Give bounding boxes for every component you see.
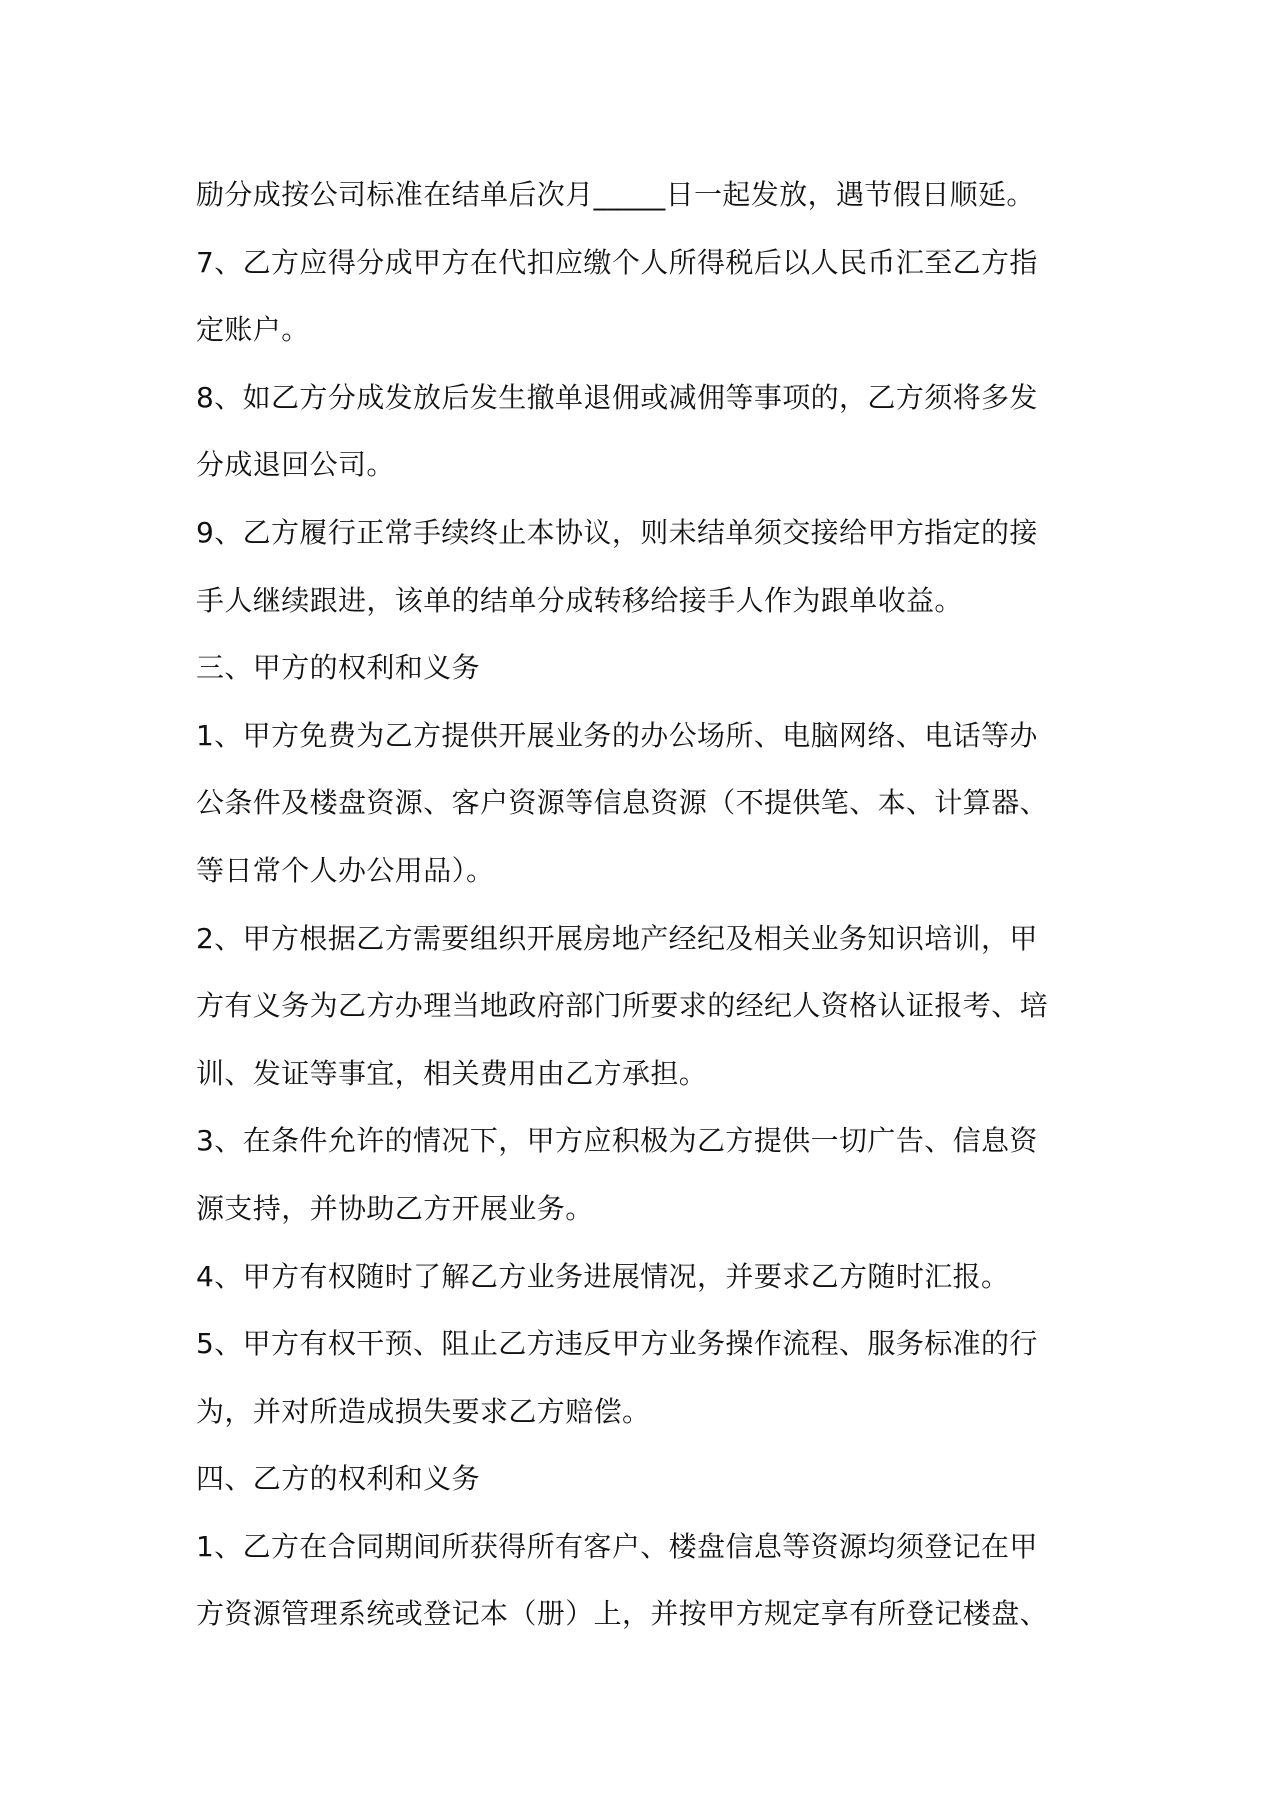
text-line: 手人继续跟进，该单的结单分成转移给接手人作为跟单收益。 [196,583,963,617]
text-line: 3、在条件允许的情况下，甲方应积极为乙方提供一切广告、信息资 [196,1124,1038,1158]
document-body [196,161,1096,1648]
text-line: 8、如乙方分成发放后发生撤单退佣或减佣等事项的，乙方须将多发 [196,380,1038,414]
text-line: 分成退回公司。 [196,448,395,482]
text-line: 5、甲方有权干预、阻止乙方违反甲方业务操作流程、服务标准的行 [196,1327,1038,1361]
text-line: 1、甲方免费为乙方提供开展业务的办公场所、电脑网络、电话等办 [196,718,1038,752]
text-line: 训、发证等事宜，相关费用由乙方承担。 [196,1056,708,1090]
text-line: 7、乙方应得分成甲方在代扣应缴个人所得税后以人民币汇至乙方指 [196,245,1038,279]
text-line: 源支持，并协助乙方开展业务。 [196,1191,594,1225]
text-line: 定账户。 [196,313,310,347]
text-line: 公条件及楼盘资源、客户资源等信息资源（不提供笔、本、计算器、 [196,786,1049,820]
section-heading: 三、甲方的权利和义务 [196,651,481,685]
section-heading: 四、乙方的权利和义务 [196,1462,481,1496]
text-line: 9、乙方履行正常手续终止本协议，则未结单须交接给甲方指定的接 [196,515,1038,549]
text-line: 2、甲方根据乙方需要组织开展房地产经纪及相关业务知识培训，甲 [196,921,1038,955]
text-line: 励分成按公司标准在结单后次月_____日一起发放，遇节假日顺延。 [196,178,1035,211]
text-line: 为，并对所造成损失要求乙方赔偿。 [196,1394,651,1428]
text-line: 1、乙方在合同期间所获得所有客户、楼盘信息等资源均须登记在甲 [196,1529,1038,1563]
text-line: 等日常个人办公用品）。 [196,853,495,887]
text-line: 方有义务为乙方办理当地政府部门所要求的经纪人资格认证报考、培 [196,989,1049,1023]
text-line: 方资源管理系统或登记本（册）上，并按甲方规定享有所登记楼盘、 [196,1597,1049,1631]
text-line: 4、甲方有权随时了解乙方业务进展情况，并要求乙方随时汇报。 [196,1259,1010,1293]
